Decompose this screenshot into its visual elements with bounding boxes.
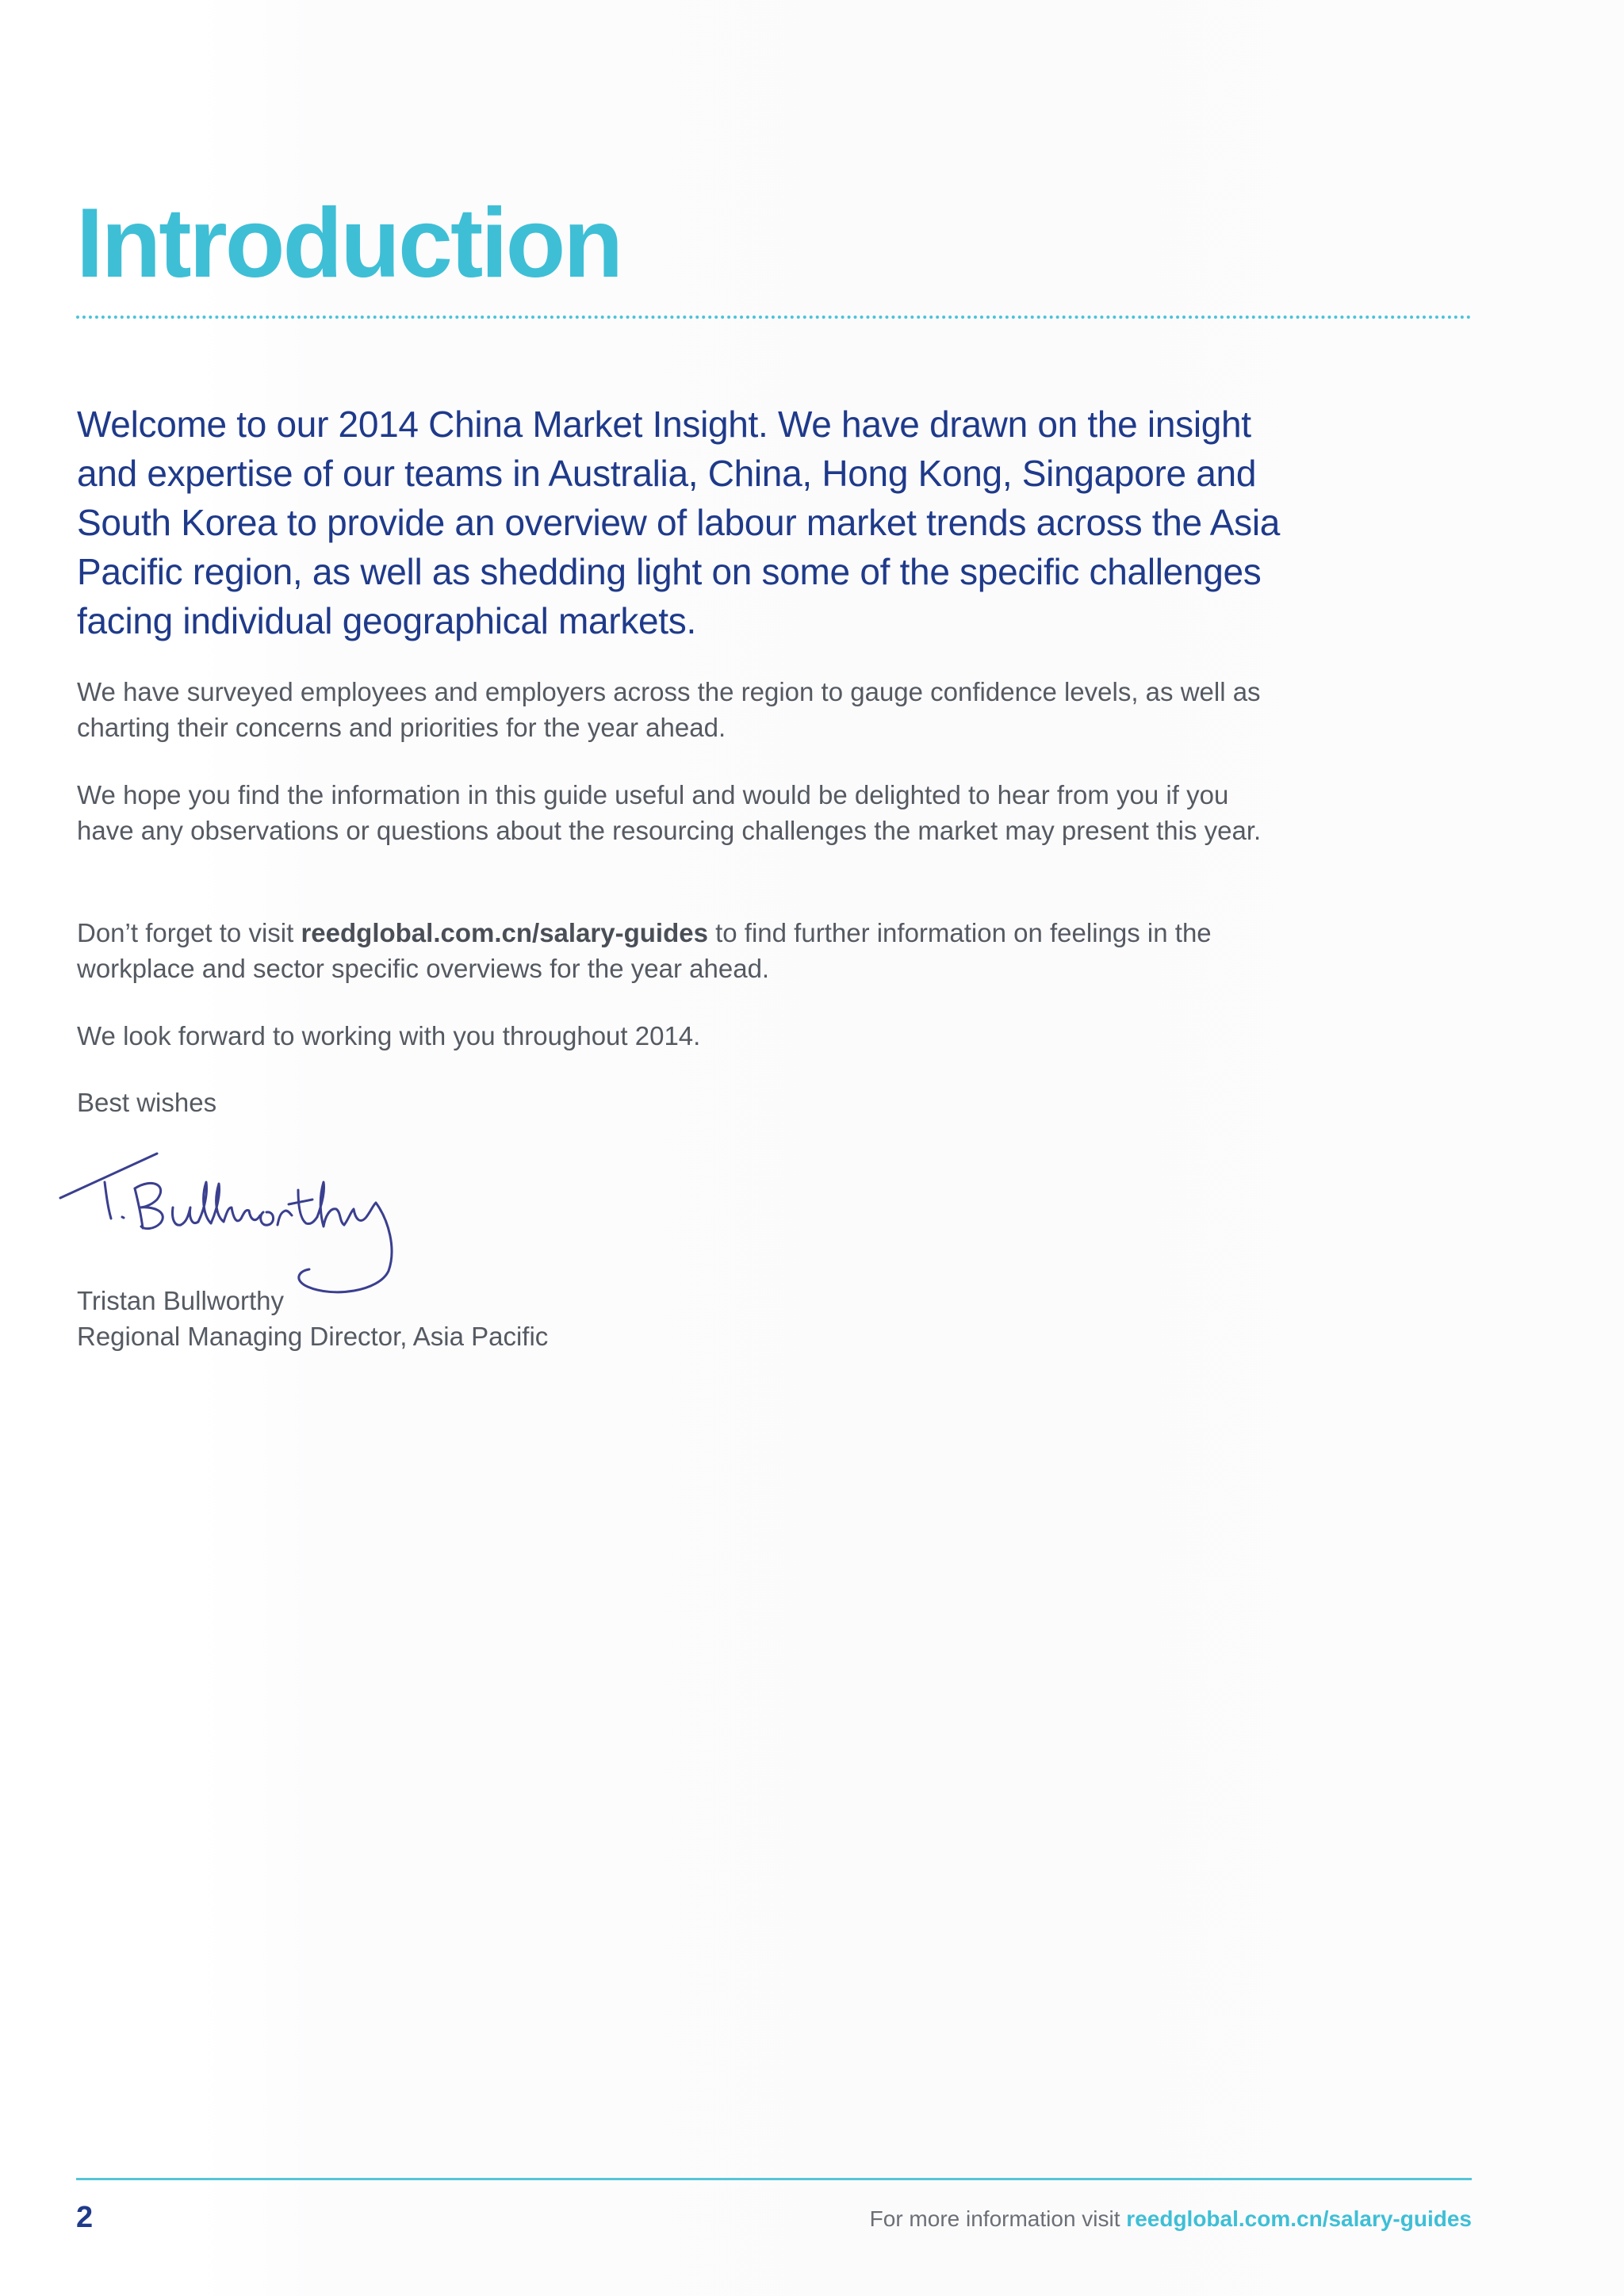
title-divider (76, 316, 1472, 319)
guide-paragraph: We hope you find the information in this guide useful and would be delighted to hear from you if you have any observations or questions about the resourcing challenges the market may present this year. (77, 780, 1262, 845)
footer-note-text: For more information visit (869, 2206, 1127, 2231)
visit-paragraph (77, 915, 1266, 986)
footer-note (870, 2206, 1472, 2233)
visit-text-after: to find further information on feelings in the workplace and sector specific overviews for the year ahead. (77, 918, 1212, 983)
page-number: 2 (76, 2201, 94, 2234)
footer-salary-guides-link[interactable]: reedglobal.com.cn/salary-guides (1126, 2206, 1472, 2231)
signatory-name: Tristan Bullworthy (77, 1286, 285, 1315)
page-title: Introduction (76, 189, 622, 298)
lead-paragraph: Welcome to our 2014 China Market Insight. We have drawn on the insight and expertise of our teams in Australia, China, Hong Kong, Singapore and South Korea to provide an overview of labour market trends across the Asia Pacific region, as well as shedding light on some of the specific challenges facing individual geographical markets. (77, 404, 1281, 641)
survey-paragraph: We have surveyed employees and employers across the region to gauge confidence levels, as well as charting their concerns and priorities for the year ahead. (77, 677, 1261, 742)
closing-line: We look forward to working with you throughout 2014. (77, 1021, 701, 1050)
visit-text-before: Don’t forget to visit (77, 918, 301, 947)
sign-off: Best wishes (77, 1088, 217, 1117)
footer-divider (76, 2178, 1472, 2180)
salary-guides-link[interactable]: reedglobal.com.cn/salary-guides (301, 918, 708, 947)
signatory-title: Regional Managing Director, Asia Pacific (77, 1322, 549, 1351)
